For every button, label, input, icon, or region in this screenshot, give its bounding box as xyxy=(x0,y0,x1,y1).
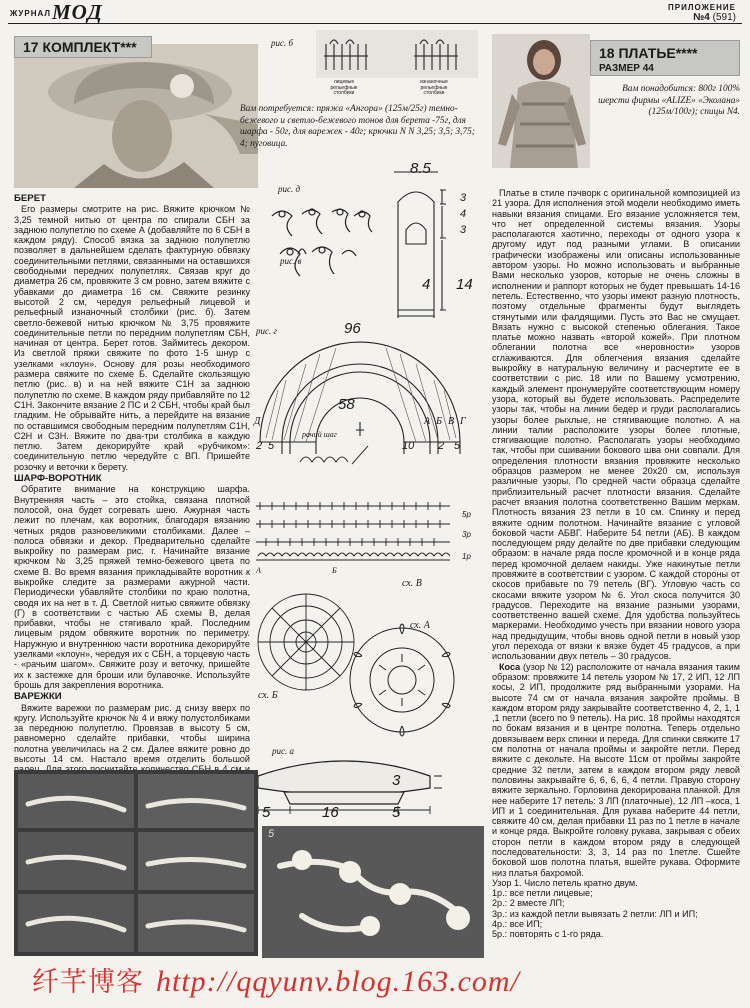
beret-instructions: Его размеры смотрите на рис. Вяжите крючком № 3,25 темной нитью от центра по спирали СБН за заднюю полупетлю по схеме А (добавляйте по 6 СБН в каждом ряду). Способ вязка за заднюю полупетлю позволяет в дальнейшем сделать фактурную обвязку соединительными петлями, связанными на оставшихся свободными передних полупетлях. Связав круг до диаметра 26 см, провяжите 3 см ровно, затем вяжите с убавками до диаметра 16 см. Свяжите резинку высотой 2 см, чередуя рельефный лицевой и рельефный изнаночный столбики (рис. б). Затем светло-бежевой нитью крючком № 3,75 провяжите соединительные петли по передним полупетлям СБН, начиная от центра. Берет готов. Займитесь декором. Из светлой пряжи свяжите по фото 1-5 шнур с узелками «клоун». Основу для розы необходимого размера свяжите по схеме Б. Сделайте скользящую петлю (рис. в) и на ней вяжите С1Н за заднюю полупетлю по схеме. В каждом ряду прибавляйте по 12 С1Н. Закончите вязание 2 ПС и 2 СБН, чтобы край был гладким. Не обрывайте нить, а перейдите на вязание по оставшимся свободным передним полупетлям С1Н, С2Н и С3Н. Вяжите по два-три столбика в каждую петлю. Затем декорируйте край «рубчиком»: соединительную петлю чередуйте с ВП. Пришейте розочку и веточки к берету. xyxy=(14,204,250,472)
watermark-url: http://qqyunv.blog.163.com/ xyxy=(156,965,520,998)
set17-materials: Вам потребуется: пряжа «Ангора» (125м/25г) темно-бежевого и светло-бежевого тонов для берета -75г, для шарфа - 50г, для варежек - 40г; крючки N N 3,25; 3,5; 3,75; 4; пуговица. xyxy=(240,104,475,149)
scheme-v-row-1: 1р xyxy=(462,552,471,561)
scheme-v-point-b: Б xyxy=(332,566,337,575)
pattern1-row-5: 5р.: повторять с 1-го ряда. xyxy=(492,929,604,940)
dress18-materials: Вам понадобится: 800г 100% шерсти фирмы «ALIZE» «Эколана» (125м/100г); спицы N4. xyxy=(598,84,740,117)
scheme-a-chart xyxy=(332,616,472,740)
collar-dim-58: 58 xyxy=(338,396,355,413)
dress18-size: РАЗМЕР 44 xyxy=(599,63,654,74)
dress-photo-drawing xyxy=(492,34,590,168)
collar-point-d: Д xyxy=(254,416,261,427)
brand-prefix: ЖУРНАЛ xyxy=(10,9,52,18)
braid-heading: Коса xyxy=(499,661,521,672)
beret-dim-5a: 5 xyxy=(262,804,271,821)
scarf-heading: ШАРФ-ВОРОТНИК xyxy=(14,473,102,485)
beret-photo-drawing xyxy=(14,44,258,188)
supplement-label: ПРИЛОЖЕНИЕ xyxy=(668,3,736,12)
issue-number xyxy=(693,12,736,23)
pattern1-title: Узор 1. Число петель кратно двум. xyxy=(492,877,638,888)
mitten-pattern-diagram xyxy=(388,160,478,324)
blog-watermark xyxy=(32,960,722,1000)
mitten-dim-4: 4 xyxy=(460,208,467,220)
clown-knot-diagram xyxy=(262,196,382,286)
fig-d-label: рис. д xyxy=(278,184,301,194)
pattern1-row-1: 1р.: все петли лицевые; xyxy=(492,888,593,899)
rib-back-caption: изнаночные рельефные столбики xyxy=(420,79,448,96)
set17-title: 17 КОМПЛЕКТ*** xyxy=(23,39,137,55)
scarf-instructions: Обратите внимание на конструкцию шарфа. Внутренняя часть – это стойка, связана плотной полосой, она будет согревать шею. Ажурная часть лежит по плечам, как воротник, благодаря вязанию четных рядов разновеликими столбиками. Далее – полоса обвязки и декор. Предварительно сделайте выкройку по размерам рис. г. Начинайте вязание крючком № 3,25 пряжей темно-бежевого цвета по схеме В. Во время вязания прикладывайте воротник к выкройке следите за размерами ажурной части. Периодически убавляйте столбики по краю полотна, сводя их на нет в т. Д. Светлой нитью свяжите обвязку (Г) в соответствии с частью АБ схемы В, делая прибавки, чтобы не стягивало край. Последним лицевым рядом обвяжите воротник по периметру. Наружную и внутреннюю части воротника декорируйте узелками «клоун», чередуя их с СБН, а торцевую часть - «рачьим шагом». Свяжите розу и веточку, пришейте их к застежке для броши или булавочке. Используйте брошь для закрепления воротника. xyxy=(14,484,250,690)
scheme-v-chart xyxy=(250,494,462,578)
scheme-v-row-3: 3р xyxy=(462,530,471,539)
rib-front-caption: лицевые рельефные столбики xyxy=(330,79,358,96)
scheme-v-point-a: А xyxy=(256,566,261,575)
braid-instructions: (узор № 12) расположите от начала вязания таким образом: провяжите 14 петель узором № 17, 2 ИП, 12 ЛП косы, 2 ИП, продолжите ряд выбранными узорами. На высоте 74 см от начала вязания закройте проймы. В каждом втором ряду закрывайте соответственно 4, 2, 1, 1 ,1 петли (всего по 9 петель). На рис. 18 проймы находятся по бокам вязания и в центре полотна. Теперь отдельно довязываем верх спинки и переда. Для спинки свяжите 17 см полотна от начала проймы и закройте петли. Перед вяжите с декольте. На высоте 11см от проймы закройте средние 32 петли, затем в каждом втором ряду левой половины закрывайте 6, 6, 6, 6, 4 петли. Правую сторону вяжите зеркально. Горловина декорирована планкой. Для нее наберите 17 петель: 3 ЛП (платочные), 12 ЛП –коса, 1 ИП и 1 соединительная. Для рукава наберите 44 петли, свяжите 40 см, делая прибавки 11 раз по 1 петле в начале и конце ряда. Выкройте головку рукава, закрывая с обеих сторон петли в каждом втором ряду в следующей последовательности: 3, 3, 14 раз по 1петле. Сшейте боковой шов полотна платья, вшейте рукава. Оформите низ платья бахромой. xyxy=(492,661,740,878)
mittens-heading: ВАРЕЖКИ xyxy=(14,691,62,703)
beret-dim-5b: 5 xyxy=(392,804,401,821)
collar-point-a: А xyxy=(424,416,431,427)
beret-dim-16: 16 xyxy=(322,804,339,821)
pattern1-row-2: 2р.: 2 вместе ЛП; xyxy=(492,898,565,909)
fig-b-label: рис. б xyxy=(271,38,294,48)
crab-step-drawing xyxy=(296,442,376,470)
issue-number-value: №4 xyxy=(693,12,710,23)
dress18-instructions: Платье в стиле пэчворк с оригинальной композицией из 21 узора. Для исполнения этой модели необходимо иметь навыки вязания спицами. Его вязание усложняется тем, что нет определенной системы вязания. Узоры располагаются хаотично, переходы от одного узора к другому идут под разными углами. В описании графически изображены или описаны использованные автором узоры. Но можно использовать и выбранные Вами несколько узоров, которые не очень сложны в исполнении и раппорт которых не будет превышать 14-16 петель. Естественно, что узоры имеют разную плотность, поэтому отдельные фрагменты будут выглядеть стянутыми или фалдящими. Пусть это Вас не смущает. Вязать нужно с высокой степенью облегания. Такое платье можно назвать «второй кожей». При плотном облегании полотна все «неровности» узоров сглаживаются. Для облегчения вязания сделайте выкройку в натуральную величину и расчертите ее в соответствии с рис. 18 или по Вашему усмотрению, каждый элемент пронумеруйте соответствующим номеру узора, который вы будете использовать. Распределите узоры так, чтобы на линии бедер и груди располагались узоры более рыхлые, не стягивающие полотно. А на линии талии расположите узоры более плотные, стягивающие полотно. Располагать узоры необходимо так, чтобы при сшивании бокового шва они совпали. Для определения плотности вязания провяжите несколько образцов размером не менее 20х20 см, используя различные узоры. По средней части образца сделайте приблизительный расчет плотности вязания. Сделайте расчет вязания полотна соответственно Вашим меркам. Плотность вязания 23 петли в 10 см. Спинку и перед вяжите одним полотном. Начинайте вязание с угловой боковой части АБВГ. Наберите 54 петли (АБ). В каждом последующем ряду делайте по две прибавки следующим образом: в начале ряда после кромочной и в конце ряда перед кромочной делаем накиды. Уже накинутые петли провяжите в соответствии с узором. С каждой стороны от скосов прибавьте по 79 петель (ВГ). Угловую часть со скосами вяжите узором № 6. Угол скоса получится 30 градусов. Переходите на вязание разными узорами, соответственно вашей схеме. Для удобства пользуйтесь маркерами. Необходимо учесть при вязании нового узора над предыдущим, чтобы вновь одной петли в новый узор угол перехода от вязки к вязке будет 45 градусов, а при использовании двух петель – 30 градусов. xyxy=(492,188,740,662)
scheme-v-label: сх. В xyxy=(402,578,422,589)
fig-g-label: рис. г xyxy=(256,326,278,336)
rose-branch-photo xyxy=(262,826,484,958)
beret-dim-3: 3 xyxy=(392,772,401,789)
photo-number: 5 xyxy=(268,828,275,840)
dress18-title: 18 ПЛАТЬЕ**** xyxy=(599,45,698,61)
masthead xyxy=(8,2,742,24)
issue-number-sub: (591) xyxy=(712,12,736,23)
collar-dim-96: 96 xyxy=(344,320,361,337)
pattern1-row-3: 3р.: из каждой петли вывязать 2 петли: ЛП и ИП; xyxy=(492,908,698,919)
beret-model-photo xyxy=(14,44,258,188)
mittens-instructions: Вяжите варежки по размерам рис. д снизу вверх по кругу. Используйте крючок № 4 и вяжу полустолбиками за переднюю полупетлю. Провязав в высоту 5 см, равномерно сделайте прибавки, чтобы ширина полотна увеличилась на 2 см. Далее вяжите ровно до высоты 14 см. Настало время отделить большой xyxy=(14,702,250,765)
collar-point-v: В xyxy=(448,416,455,427)
dress18-text-column xyxy=(492,188,740,940)
rose-photo-drawing xyxy=(262,826,484,958)
beret-side-diagram xyxy=(244,752,444,822)
cord-photos-drawing xyxy=(14,770,258,956)
set17-title-box xyxy=(14,36,152,58)
mitten-dim-14: 14 xyxy=(456,276,473,293)
mitten-dim-width: 8.5 xyxy=(410,160,431,177)
collar-point-b: Б xyxy=(436,416,442,427)
beret-heading: БЕРЕТ xyxy=(14,193,46,204)
mitten-dim-thumb: 4 xyxy=(422,276,431,293)
scheme-a-label: сх. А xyxy=(410,620,430,631)
scheme-v-row-5: 5р xyxy=(462,510,471,519)
scheme-b-label: сх. Б xyxy=(258,690,278,701)
brand-logo: МОД xyxy=(52,0,103,24)
cord-process-photos xyxy=(14,770,258,956)
watermark-cn: 纤芊博客 xyxy=(32,967,144,997)
collar-point-g: Г xyxy=(460,416,466,427)
collar-dim-10: 10 xyxy=(402,440,415,452)
collar-dim-5b: 5 xyxy=(454,440,461,452)
crab-step-label: рачий шаг xyxy=(302,430,337,439)
pattern1-row-4: 4р.: все ИП; xyxy=(492,919,543,930)
collar-dim-5a: 5 xyxy=(268,440,275,452)
collar-dim-2b: 2 xyxy=(438,440,445,452)
dress18-title-box xyxy=(590,40,740,76)
collar-pattern-diagram xyxy=(246,330,476,458)
mitten-dim-3: 3 xyxy=(460,224,467,236)
fig-v-label: рис. в xyxy=(280,256,302,266)
mitten-dim-top: 3 xyxy=(460,192,467,204)
collar-dim-2a: 2 xyxy=(256,440,263,452)
dress-model-photo xyxy=(492,34,590,168)
fig-a-label: рис. а xyxy=(272,746,294,756)
dress18-braid xyxy=(492,662,740,878)
